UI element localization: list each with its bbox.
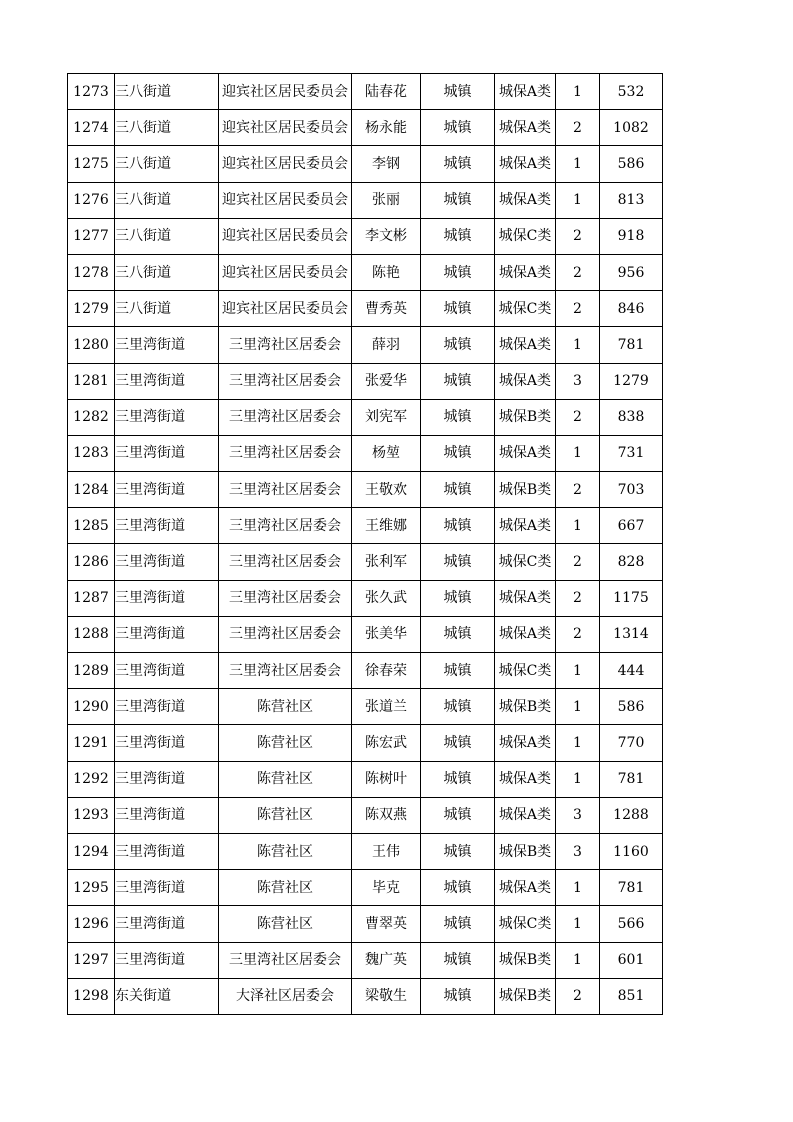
- row-area-cell: 城镇: [421, 942, 495, 978]
- row-seq-cell: 1281: [68, 363, 115, 399]
- row-street-cell: 东关街道: [115, 978, 219, 1014]
- row-area-cell: 城镇: [421, 508, 495, 544]
- row-name-cell: 陈艳: [352, 254, 421, 290]
- row-seq-cell: 1283: [68, 435, 115, 471]
- row-category-cell: 城保B类: [495, 399, 556, 435]
- row-street-cell: 三里湾街道: [115, 399, 219, 435]
- row-street-cell: 三八街道: [115, 146, 219, 182]
- row-community-cell: 陈营社区: [219, 761, 352, 797]
- row-area-cell: 城镇: [421, 110, 495, 146]
- row-count-cell: 1: [556, 327, 600, 363]
- row-count-cell: 1: [556, 508, 600, 544]
- row-street-cell: 三里湾街道: [115, 725, 219, 761]
- row-count-cell: 2: [556, 580, 600, 616]
- row-street-cell: 三里湾街道: [115, 363, 219, 399]
- row-street-cell: 三里湾街道: [115, 906, 219, 942]
- row-street-cell: 三里湾街道: [115, 870, 219, 906]
- row-name-cell: 张美华: [352, 616, 421, 652]
- row-category-cell: 城保A类: [495, 146, 556, 182]
- row-area-cell: 城镇: [421, 725, 495, 761]
- row-count-cell: 1: [556, 725, 600, 761]
- row-count-cell: 1: [556, 761, 600, 797]
- row-amount-cell: 586: [600, 146, 663, 182]
- row-name-cell: 刘宪军: [352, 399, 421, 435]
- row-category-cell: 城保C类: [495, 653, 556, 689]
- table-row: [68, 761, 663, 797]
- row-street-cell: 三八街道: [115, 110, 219, 146]
- row-category-cell: 城保B类: [495, 472, 556, 508]
- row-category-cell: 城保C类: [495, 544, 556, 580]
- table-row: [68, 580, 663, 616]
- row-area-cell: 城镇: [421, 761, 495, 797]
- row-category-cell: 城保C类: [495, 906, 556, 942]
- roster-table: [67, 73, 663, 1015]
- row-area-cell: 城镇: [421, 978, 495, 1014]
- row-count-cell: 3: [556, 797, 600, 833]
- table-row: [68, 218, 663, 254]
- row-community-cell: 陈营社区: [219, 689, 352, 725]
- row-seq-cell: 1279: [68, 291, 115, 327]
- table-row: [68, 689, 663, 725]
- row-amount-cell: 851: [600, 978, 663, 1014]
- table-row: [68, 399, 663, 435]
- row-seq-cell: 1287: [68, 580, 115, 616]
- row-community-cell: 大泽社区居委会: [219, 978, 352, 1014]
- row-amount-cell: 566: [600, 906, 663, 942]
- row-area-cell: 城镇: [421, 254, 495, 290]
- row-amount-cell: 1288: [600, 797, 663, 833]
- row-category-cell: 城保A类: [495, 110, 556, 146]
- row-area-cell: 城镇: [421, 182, 495, 218]
- row-name-cell: 李钢: [352, 146, 421, 182]
- row-area-cell: 城镇: [421, 870, 495, 906]
- row-community-cell: 陈营社区: [219, 797, 352, 833]
- row-name-cell: 张爱华: [352, 363, 421, 399]
- row-seq-cell: 1275: [68, 146, 115, 182]
- table-row: [68, 74, 663, 110]
- row-count-cell: 1: [556, 689, 600, 725]
- row-seq-cell: 1274: [68, 110, 115, 146]
- row-area-cell: 城镇: [421, 327, 495, 363]
- row-category-cell: 城保A类: [495, 435, 556, 471]
- row-street-cell: 三里湾街道: [115, 472, 219, 508]
- row-count-cell: 1: [556, 182, 600, 218]
- row-community-cell: 迎宾社区居民委员会: [219, 110, 352, 146]
- row-community-cell: 迎宾社区居民委员会: [219, 74, 352, 110]
- row-amount-cell: 1082: [600, 110, 663, 146]
- row-community-cell: 三里湾社区居委会: [219, 399, 352, 435]
- row-amount-cell: 731: [600, 435, 663, 471]
- row-area-cell: 城镇: [421, 74, 495, 110]
- row-seq-cell: 1295: [68, 870, 115, 906]
- row-count-cell: 2: [556, 254, 600, 290]
- row-category-cell: 城保A类: [495, 363, 556, 399]
- row-name-cell: 杨堃: [352, 435, 421, 471]
- row-seq-cell: 1277: [68, 218, 115, 254]
- row-category-cell: 城保A类: [495, 74, 556, 110]
- row-amount-cell: 444: [600, 653, 663, 689]
- row-community-cell: 迎宾社区居民委员会: [219, 291, 352, 327]
- table-row: [68, 472, 663, 508]
- row-amount-cell: 956: [600, 254, 663, 290]
- row-category-cell: 城保A类: [495, 797, 556, 833]
- row-amount-cell: 1160: [600, 833, 663, 869]
- row-area-cell: 城镇: [421, 833, 495, 869]
- row-count-cell: 2: [556, 978, 600, 1014]
- row-community-cell: 三里湾社区居委会: [219, 616, 352, 652]
- row-name-cell: 魏广英: [352, 942, 421, 978]
- row-amount-cell: 813: [600, 182, 663, 218]
- table-row: [68, 435, 663, 471]
- row-name-cell: 徐春荣: [352, 653, 421, 689]
- row-name-cell: 张利军: [352, 544, 421, 580]
- row-name-cell: 李文彬: [352, 218, 421, 254]
- table-row: [68, 254, 663, 290]
- row-amount-cell: 770: [600, 725, 663, 761]
- row-street-cell: 三里湾街道: [115, 689, 219, 725]
- row-street-cell: 三八街道: [115, 218, 219, 254]
- row-area-cell: 城镇: [421, 218, 495, 254]
- row-count-cell: 2: [556, 616, 600, 652]
- row-count-cell: 1: [556, 146, 600, 182]
- row-community-cell: 迎宾社区居民委员会: [219, 254, 352, 290]
- row-seq-cell: 1289: [68, 653, 115, 689]
- row-street-cell: 三里湾街道: [115, 508, 219, 544]
- row-amount-cell: 918: [600, 218, 663, 254]
- table-row: [68, 110, 663, 146]
- table-row: [68, 797, 663, 833]
- row-area-cell: 城镇: [421, 435, 495, 471]
- row-count-cell: 2: [556, 110, 600, 146]
- row-seq-cell: 1282: [68, 399, 115, 435]
- row-seq-cell: 1288: [68, 616, 115, 652]
- row-street-cell: 三八街道: [115, 291, 219, 327]
- row-area-cell: 城镇: [421, 616, 495, 652]
- row-category-cell: 城保A类: [495, 508, 556, 544]
- table-row: [68, 182, 663, 218]
- row-category-cell: 城保C类: [495, 218, 556, 254]
- row-community-cell: 三里湾社区居委会: [219, 544, 352, 580]
- row-street-cell: 三里湾街道: [115, 327, 219, 363]
- table-row: [68, 653, 663, 689]
- row-amount-cell: 1279: [600, 363, 663, 399]
- row-count-cell: 1: [556, 653, 600, 689]
- row-amount-cell: 703: [600, 472, 663, 508]
- row-amount-cell: 838: [600, 399, 663, 435]
- row-category-cell: 城保A类: [495, 254, 556, 290]
- row-seq-cell: 1291: [68, 725, 115, 761]
- table-row: [68, 291, 663, 327]
- row-community-cell: 三里湾社区居委会: [219, 508, 352, 544]
- table-row: [68, 327, 663, 363]
- row-seq-cell: 1284: [68, 472, 115, 508]
- row-area-cell: 城镇: [421, 797, 495, 833]
- row-category-cell: 城保A类: [495, 870, 556, 906]
- row-seq-cell: 1296: [68, 906, 115, 942]
- table-row: [68, 833, 663, 869]
- row-community-cell: 三里湾社区居委会: [219, 363, 352, 399]
- row-name-cell: 毕克: [352, 870, 421, 906]
- row-count-cell: 3: [556, 833, 600, 869]
- row-street-cell: 三里湾街道: [115, 797, 219, 833]
- row-category-cell: 城保A类: [495, 616, 556, 652]
- row-count-cell: 1: [556, 906, 600, 942]
- row-category-cell: 城保A类: [495, 327, 556, 363]
- row-name-cell: 薛羽: [352, 327, 421, 363]
- row-street-cell: 三里湾街道: [115, 580, 219, 616]
- row-count-cell: 1: [556, 74, 600, 110]
- row-count-cell: 1: [556, 870, 600, 906]
- row-name-cell: 王伟: [352, 833, 421, 869]
- row-name-cell: 曹翠英: [352, 906, 421, 942]
- roster-body: [68, 74, 663, 1015]
- row-seq-cell: 1292: [68, 761, 115, 797]
- row-street-cell: 三八街道: [115, 254, 219, 290]
- table-row: [68, 725, 663, 761]
- row-area-cell: 城镇: [421, 544, 495, 580]
- row-name-cell: 王维娜: [352, 508, 421, 544]
- row-name-cell: 梁敬生: [352, 978, 421, 1014]
- table-row: [68, 363, 663, 399]
- row-name-cell: 张道兰: [352, 689, 421, 725]
- row-amount-cell: 781: [600, 327, 663, 363]
- row-street-cell: 三里湾街道: [115, 761, 219, 797]
- row-street-cell: 三里湾街道: [115, 653, 219, 689]
- row-amount-cell: 1314: [600, 616, 663, 652]
- table-row: [68, 146, 663, 182]
- row-name-cell: 张久武: [352, 580, 421, 616]
- row-area-cell: 城镇: [421, 146, 495, 182]
- row-category-cell: 城保B类: [495, 689, 556, 725]
- row-street-cell: 三八街道: [115, 182, 219, 218]
- row-street-cell: 三八街道: [115, 74, 219, 110]
- row-community-cell: 三里湾社区居委会: [219, 580, 352, 616]
- row-seq-cell: 1276: [68, 182, 115, 218]
- row-seq-cell: 1278: [68, 254, 115, 290]
- row-amount-cell: 846: [600, 291, 663, 327]
- row-area-cell: 城镇: [421, 653, 495, 689]
- row-name-cell: 张丽: [352, 182, 421, 218]
- row-community-cell: 三里湾社区居委会: [219, 435, 352, 471]
- row-count-cell: 2: [556, 544, 600, 580]
- row-seq-cell: 1294: [68, 833, 115, 869]
- row-seq-cell: 1273: [68, 74, 115, 110]
- row-name-cell: 陈双燕: [352, 797, 421, 833]
- row-category-cell: 城保B类: [495, 978, 556, 1014]
- table-row: [68, 906, 663, 942]
- row-area-cell: 城镇: [421, 906, 495, 942]
- row-name-cell: 王敬欢: [352, 472, 421, 508]
- row-seq-cell: 1286: [68, 544, 115, 580]
- row-community-cell: 三里湾社区居委会: [219, 327, 352, 363]
- row-category-cell: 城保A类: [495, 580, 556, 616]
- row-name-cell: 曹秀英: [352, 291, 421, 327]
- row-name-cell: 杨永能: [352, 110, 421, 146]
- row-community-cell: 陈营社区: [219, 725, 352, 761]
- table-row: [68, 544, 663, 580]
- row-street-cell: 三里湾街道: [115, 435, 219, 471]
- row-community-cell: 三里湾社区居委会: [219, 942, 352, 978]
- table-row: [68, 942, 663, 978]
- table-row: [68, 616, 663, 652]
- row-category-cell: 城保B类: [495, 942, 556, 978]
- row-community-cell: 迎宾社区居民委员会: [219, 146, 352, 182]
- row-name-cell: 陆春花: [352, 74, 421, 110]
- row-count-cell: 2: [556, 291, 600, 327]
- row-name-cell: 陈树叶: [352, 761, 421, 797]
- row-street-cell: 三里湾街道: [115, 833, 219, 869]
- row-category-cell: 城保C类: [495, 291, 556, 327]
- row-category-cell: 城保A类: [495, 725, 556, 761]
- table-row: [68, 508, 663, 544]
- row-street-cell: 三里湾街道: [115, 942, 219, 978]
- row-amount-cell: 828: [600, 544, 663, 580]
- row-count-cell: 3: [556, 363, 600, 399]
- row-count-cell: 2: [556, 218, 600, 254]
- row-category-cell: 城保B类: [495, 833, 556, 869]
- row-name-cell: 陈宏武: [352, 725, 421, 761]
- row-seq-cell: 1290: [68, 689, 115, 725]
- row-seq-cell: 1285: [68, 508, 115, 544]
- row-area-cell: 城镇: [421, 363, 495, 399]
- row-amount-cell: 1175: [600, 580, 663, 616]
- row-seq-cell: 1298: [68, 978, 115, 1014]
- row-community-cell: 陈营社区: [219, 906, 352, 942]
- row-seq-cell: 1297: [68, 942, 115, 978]
- row-community-cell: 陈营社区: [219, 833, 352, 869]
- row-street-cell: 三里湾街道: [115, 544, 219, 580]
- row-count-cell: 2: [556, 472, 600, 508]
- row-street-cell: 三里湾街道: [115, 616, 219, 652]
- row-count-cell: 2: [556, 399, 600, 435]
- row-amount-cell: 781: [600, 761, 663, 797]
- row-count-cell: 1: [556, 942, 600, 978]
- row-seq-cell: 1280: [68, 327, 115, 363]
- row-area-cell: 城镇: [421, 399, 495, 435]
- row-amount-cell: 586: [600, 689, 663, 725]
- row-amount-cell: 781: [600, 870, 663, 906]
- row-community-cell: 三里湾社区居委会: [219, 472, 352, 508]
- row-category-cell: 城保A类: [495, 761, 556, 797]
- row-community-cell: 陈营社区: [219, 870, 352, 906]
- row-community-cell: 迎宾社区居民委员会: [219, 218, 352, 254]
- row-amount-cell: 601: [600, 942, 663, 978]
- row-community-cell: 迎宾社区居民委员会: [219, 182, 352, 218]
- row-amount-cell: 532: [600, 74, 663, 110]
- row-category-cell: 城保A类: [495, 182, 556, 218]
- row-area-cell: 城镇: [421, 472, 495, 508]
- table-row: [68, 870, 663, 906]
- row-amount-cell: 667: [600, 508, 663, 544]
- row-community-cell: 三里湾社区居委会: [219, 653, 352, 689]
- row-seq-cell: 1293: [68, 797, 115, 833]
- table-row: [68, 978, 663, 1014]
- row-area-cell: 城镇: [421, 580, 495, 616]
- row-area-cell: 城镇: [421, 291, 495, 327]
- row-count-cell: 1: [556, 435, 600, 471]
- row-area-cell: 城镇: [421, 689, 495, 725]
